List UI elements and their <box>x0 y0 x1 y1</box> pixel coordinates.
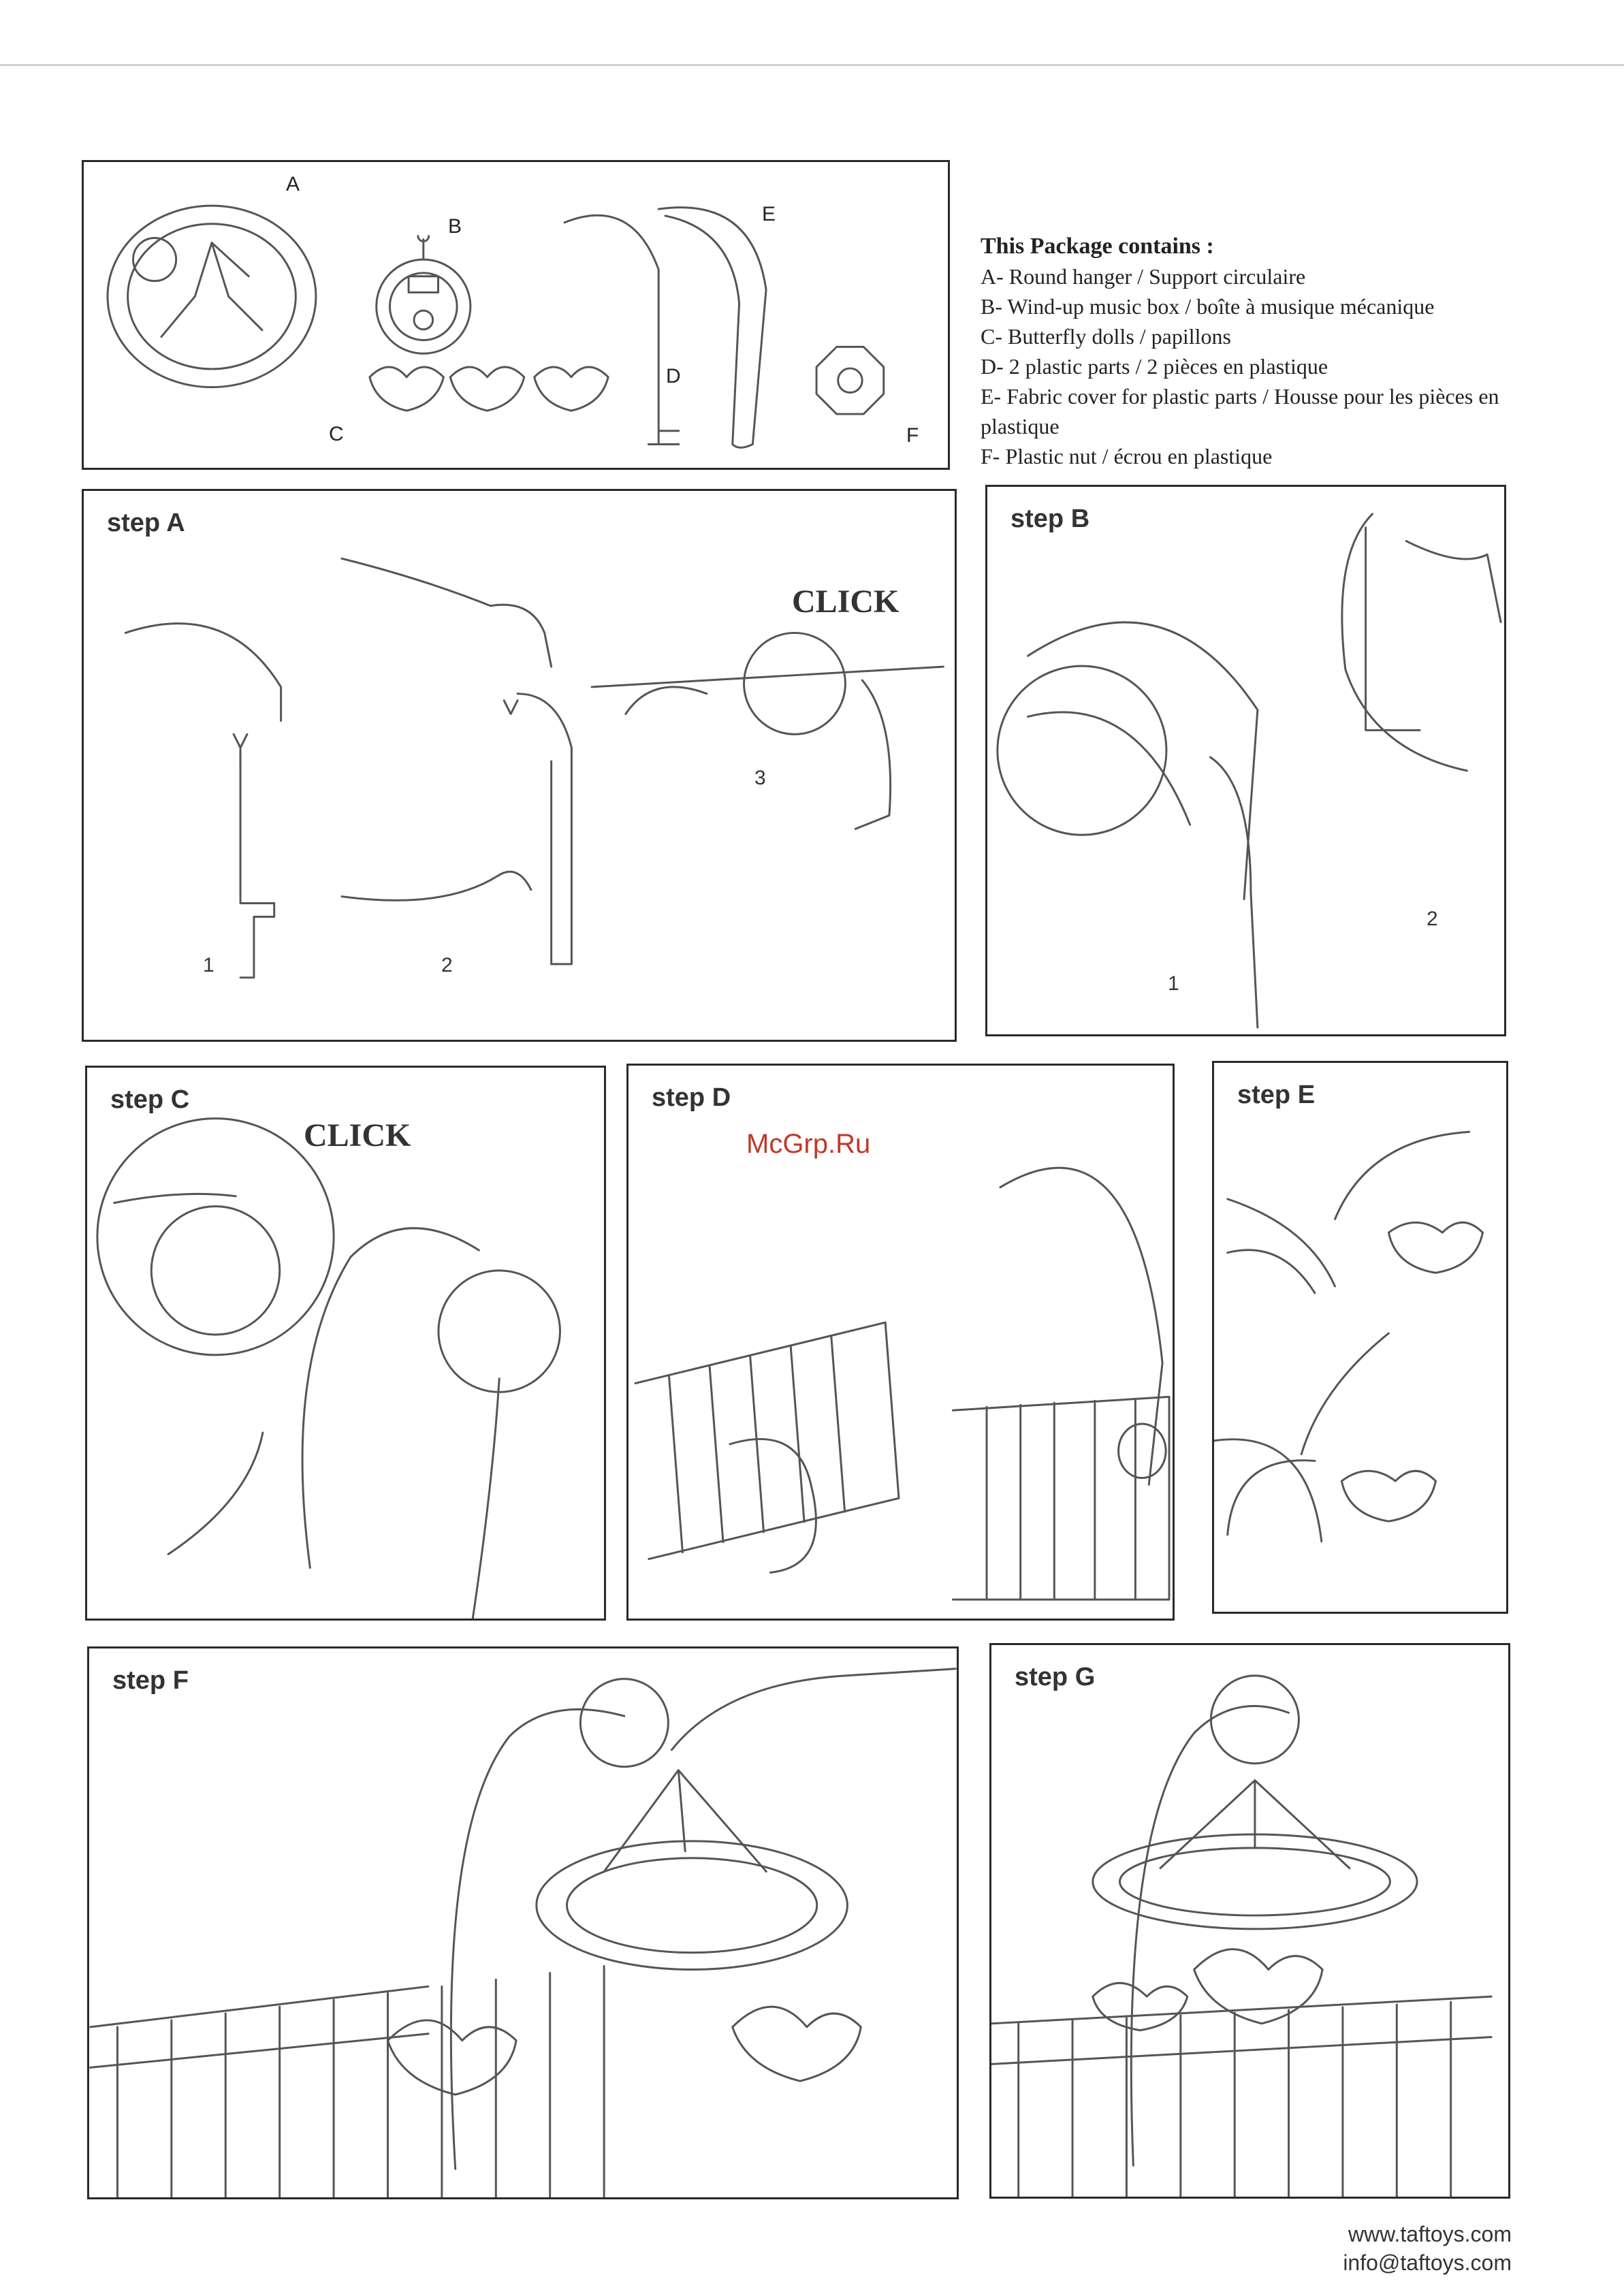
step-g-label: step G <box>1015 1663 1096 1691</box>
step-b-illustration <box>987 487 1504 1034</box>
part-label-c: C <box>329 423 344 445</box>
step-e-illustration <box>1214 1063 1506 1612</box>
package-item: F- Plastic nut / écrou en plastique <box>981 444 1273 468</box>
package-contents-list <box>981 232 1580 471</box>
package-item: D- 2 plastic parts / 2 pièces en plastique <box>981 354 1328 379</box>
step-g-panel <box>989 1643 1510 2199</box>
step-c-panel <box>85 1066 606 1621</box>
step-b-num-2: 2 <box>1427 908 1438 930</box>
footer-website[interactable]: www.taftoys.com <box>1348 2222 1512 2246</box>
step-b-num-1: 1 <box>1168 972 1179 995</box>
step-b-label: step B <box>1010 505 1090 533</box>
step-a-label: step A <box>107 509 185 537</box>
package-contents-panel <box>82 160 950 470</box>
part-label-e: E <box>762 203 776 225</box>
top-rule <box>0 64 1624 66</box>
part-label-a: A <box>286 173 300 195</box>
step-b-panel <box>985 485 1506 1036</box>
step-a-num-1: 1 <box>203 954 214 976</box>
step-e-label: step E <box>1237 1081 1316 1109</box>
package-title: This Package contains : <box>981 234 1214 259</box>
part-label-b: B <box>448 215 462 238</box>
step-f-illustration <box>89 1648 957 2197</box>
package-item: B- Wind-up music box / boîte à musique mécanique <box>981 294 1435 319</box>
step-a-num-2: 2 <box>441 954 453 976</box>
package-parts-illustration <box>84 162 948 468</box>
step-g-illustration <box>991 1645 1508 2197</box>
step-f-panel <box>87 1646 959 2199</box>
part-label-f: F <box>906 424 919 447</box>
footer-email[interactable]: info@taftoys.com <box>1343 2250 1512 2275</box>
step-a-num-3: 3 <box>754 767 766 789</box>
step-d-label: step D <box>652 1083 731 1112</box>
step-a-panel <box>82 489 957 1042</box>
step-c-label: step C <box>110 1085 190 1114</box>
watermark: McGrp.Ru <box>746 1129 871 1159</box>
step-c-click: CLICK <box>304 1117 411 1153</box>
step-d-panel <box>626 1064 1175 1621</box>
package-item: E- Fabric cover for plastic parts / Housse pour les pièces en plastique <box>981 384 1499 439</box>
package-item: C- Butterfly dolls / papillons <box>981 324 1231 349</box>
step-a-click: CLICK <box>792 584 899 620</box>
part-label-d: D <box>666 365 681 387</box>
package-item: A- Round hanger / Support circulaire <box>981 264 1306 289</box>
step-e-panel <box>1212 1061 1508 1614</box>
step-f-label: step F <box>112 1666 189 1695</box>
step-a-illustration <box>84 491 955 1040</box>
footer <box>1343 2220 1512 2277</box>
step-d-illustration <box>628 1066 1173 1619</box>
